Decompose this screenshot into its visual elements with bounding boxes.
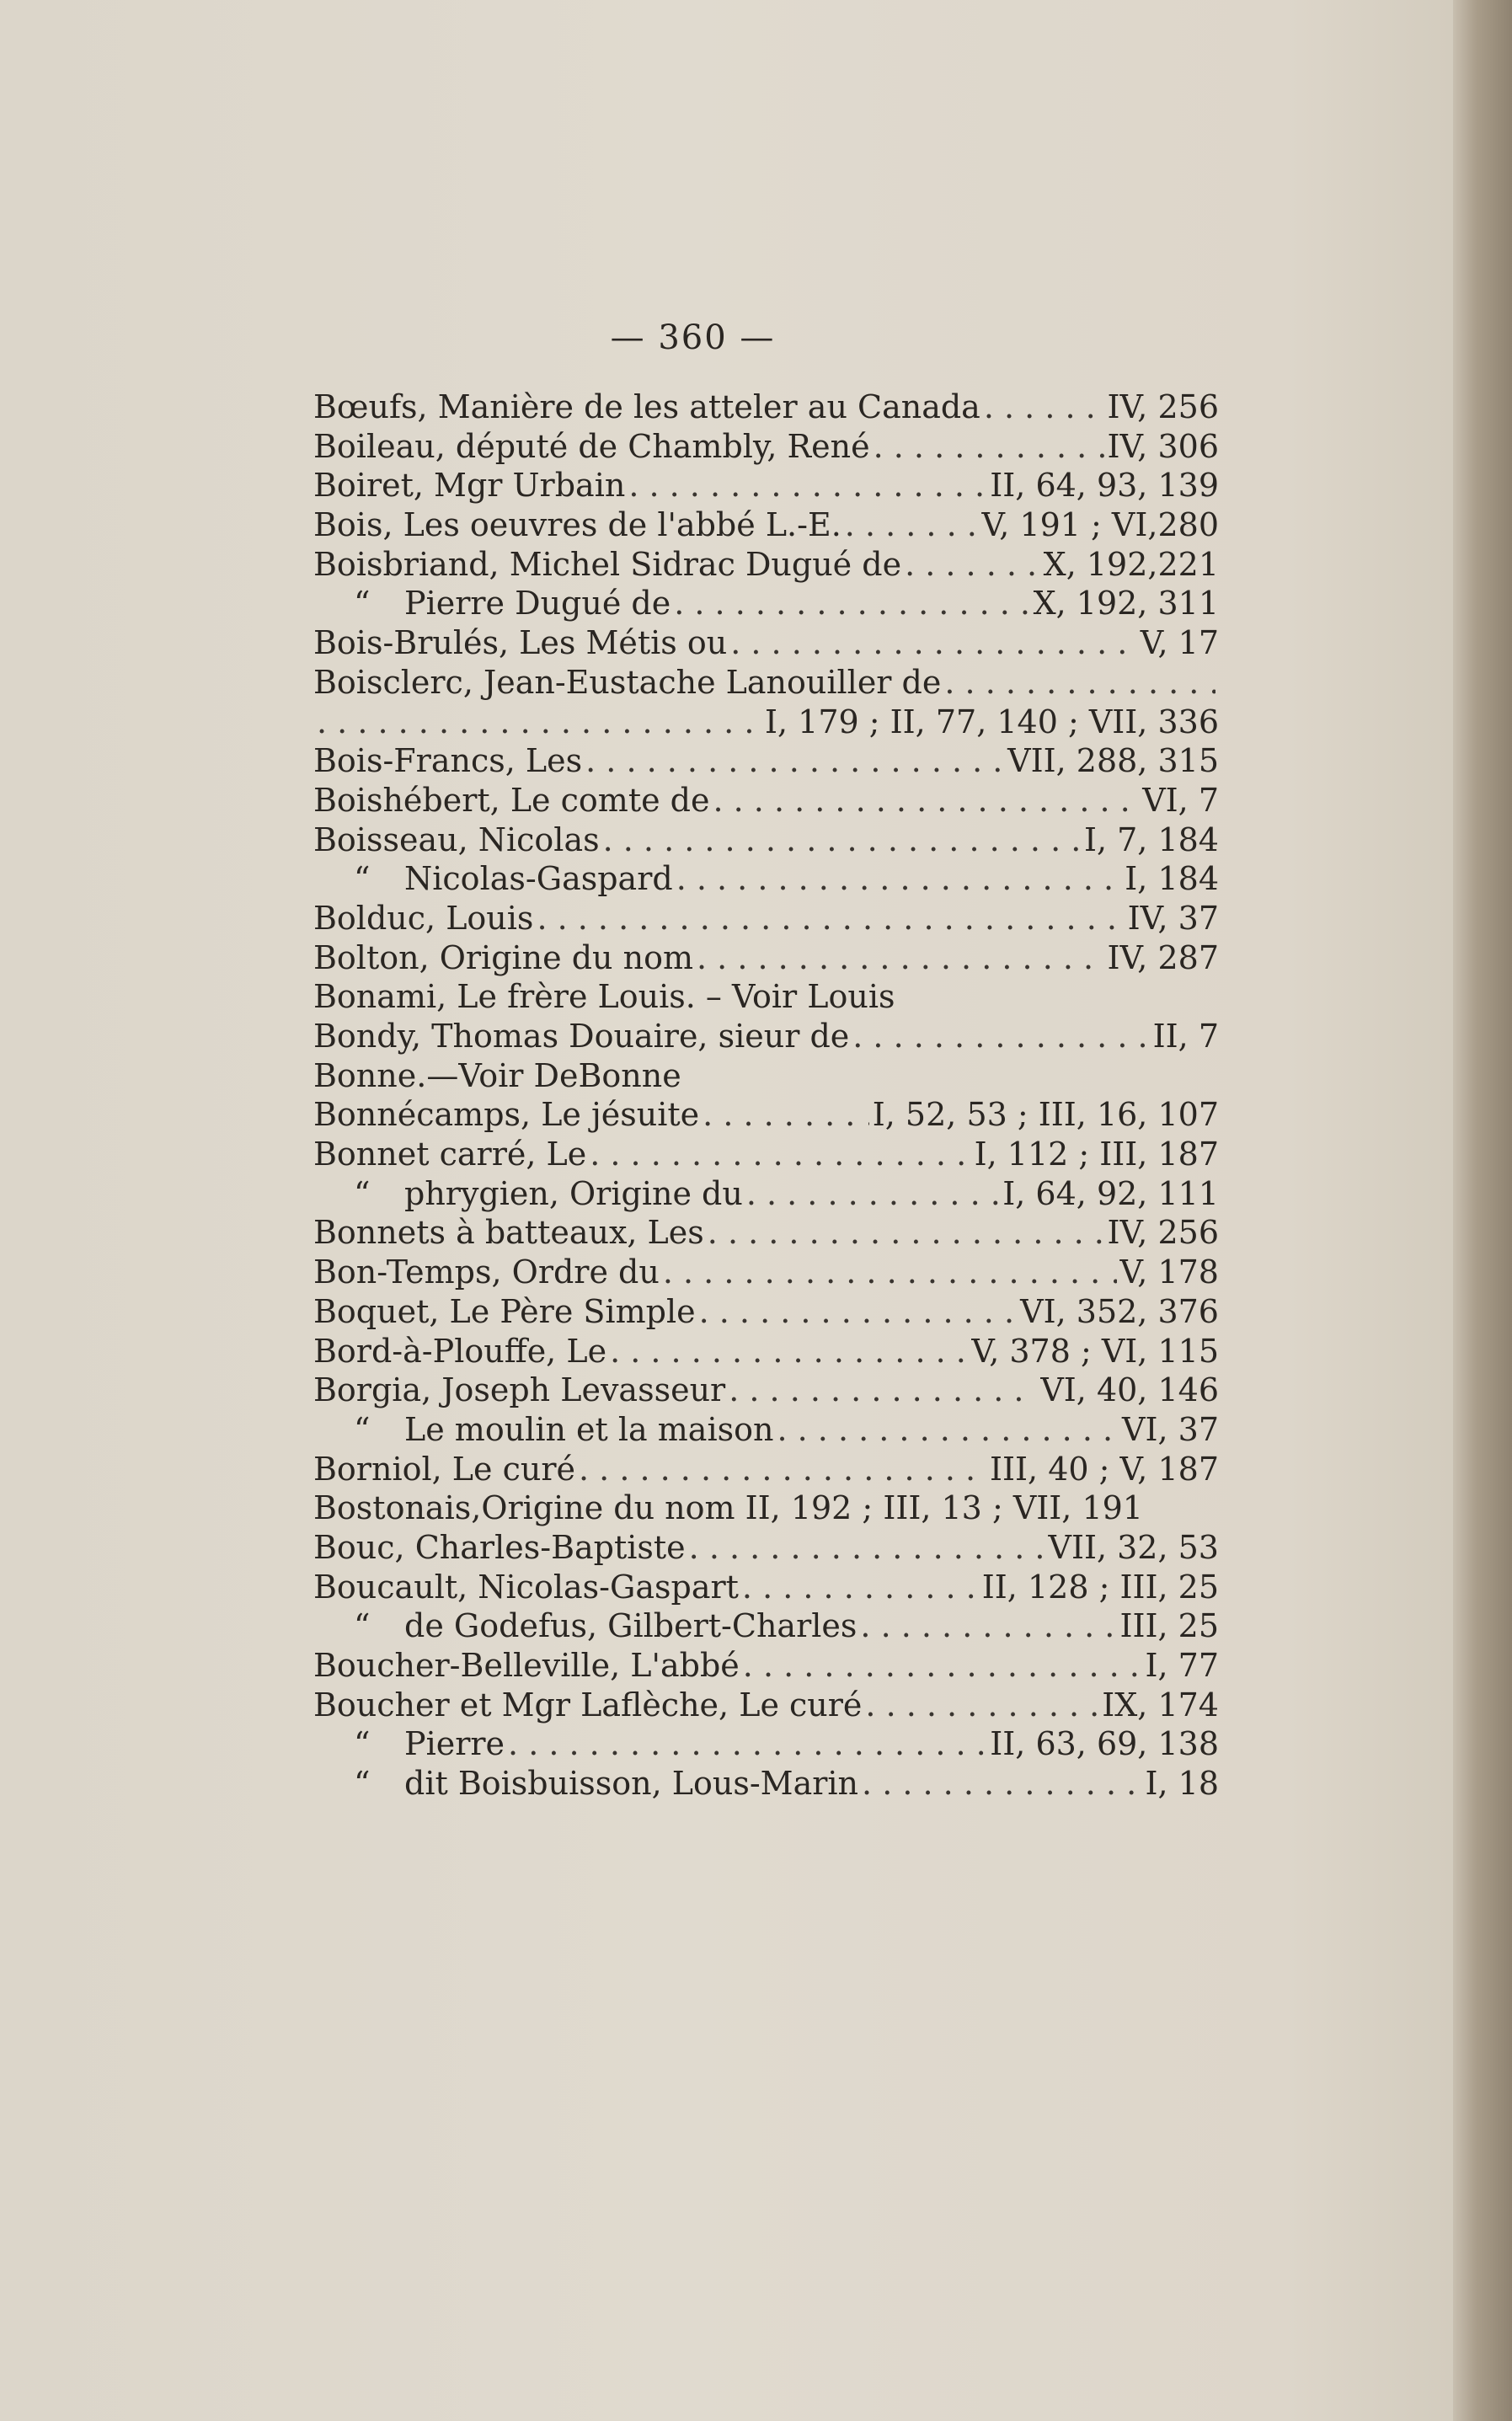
index-entry-term-text: Bœufs, Manière de les atteler au Canada [313,388,980,425]
index-entry-term [313,1450,575,1488]
index-entry-term [313,899,533,938]
dot-leader [676,859,1122,898]
index-entry-refs: III, 40 ; V, 187 [990,1450,1219,1488]
index-entry-refs: VI, 40, 146 [1040,1371,1219,1409]
index-entry-refs: I, 18 [1145,1765,1219,1803]
index-entry [313,1292,1219,1332]
index-entry-term-text: Boileau, député de Chambly, René [313,427,870,465]
index-entry-term-text: Bois-Francs, Les [313,742,583,780]
index-entry-term-text: Bonami, Le frère Louis. – Voir Louis [313,978,895,1016]
index-entry-refs: V, 191 ; VI,280 [981,506,1219,544]
index-entry-term [313,1764,858,1803]
index-entry-refs: II, 7 [1152,1018,1219,1055]
dot-leader [697,938,1104,977]
index-entry-term [313,584,671,623]
index-entry-refs: VII, 32, 53 [1048,1528,1219,1566]
index-entry-term-text: Bonnets à batteaux, Les [313,1214,704,1252]
index-entry [313,781,1219,820]
index-entry [313,1213,1219,1253]
index-entry [313,741,1219,781]
index-entry-term [313,466,625,505]
index-entry [313,820,1219,860]
index-entry [313,1332,1219,1371]
dot-leader [729,1371,1037,1409]
index-entry-term-text: dit Boisbuisson, Lous-Marin [404,1765,859,1803]
index-entry-refs: II, 128 ; III, 25 [981,1568,1219,1606]
ditto-mark: “ [354,1725,371,1763]
index-entry-term-text: Boisseau, Nicolas [313,820,600,858]
index-entry-term [313,1253,660,1291]
index-entry-term-text: Boucher-Belleville, L'abbé [313,1647,740,1684]
dot-leader [862,1764,1141,1803]
dot-leader [610,1332,968,1371]
dot-leader [852,1017,1149,1056]
index-entry-term-text: Pierre [404,1725,505,1763]
index-entry [313,1253,1219,1292]
index-entry [313,505,1219,545]
dot-leader [746,1174,999,1213]
index-entry-refs: III, 25 [1119,1607,1219,1645]
index-entry [313,1606,1219,1646]
index-entry-term [313,1095,699,1134]
index-entry [313,663,1219,703]
index-entry-term [313,1371,725,1409]
index-entry-term [313,1568,739,1606]
index-entry-term-text: Bostonais,Origine du nom II, 192 ; III, 13 ; VII, 191 [313,1489,1143,1527]
index-entry-term-text: Boisbriand, Michel Sidrac Dugué de [313,545,902,583]
index-entry [313,1764,1219,1804]
index-entry-term-text: Bolduc, Louis [313,899,534,937]
index-entry-term-text: Bonne.—Voir DeBonne [313,1056,681,1094]
ditto-mark: “ [354,1607,371,1645]
index-entry-refs: IV, 37 [1127,899,1219,937]
index-entry-refs: VI, 37 [1122,1410,1219,1448]
ditto-mark: “ [354,585,371,623]
index-entry-term-text: Borniol, Le curé [313,1450,575,1488]
index-entry-term [313,1606,857,1645]
index-entry [313,466,1219,505]
index-entry-refs: I, 184 [1125,860,1219,898]
index-entry [313,584,1219,623]
index-entry-refs: V, 17 [1140,624,1219,662]
index-entry-refs: X, 192, 311 [1033,585,1219,623]
index-entry-refs: I, 64, 92, 111 [1002,1174,1219,1212]
index-entry-term [313,938,693,977]
index-entry-refs: V, 378 ; VI, 115 [971,1332,1219,1370]
index-entry-term-text: de Godefus, Gilbert-Charles [404,1607,858,1645]
index-entry-term [313,1528,686,1567]
dot-leader [777,1410,1119,1449]
index-entry-term [313,427,870,466]
index-entry [313,1488,1219,1528]
index-entry-term-text: Bonnet carré, Le [313,1136,587,1173]
index-entry-refs: IV, 287 [1107,938,1219,976]
dot-leader [845,505,979,544]
index-entry-term-text: Nicolas-Gaspard [404,860,673,898]
index-entry-term [313,1646,740,1685]
index-entry-refs: IV, 306 [1107,427,1219,465]
dot-leader [730,623,1136,662]
index-entry-refs: IV, 256 [1107,388,1219,425]
index-entry [313,545,1219,585]
index-entry-term [313,781,709,820]
index-entry [313,427,1219,467]
index-entry-term [313,545,901,584]
index-entry [313,1686,1219,1725]
index-list [313,387,1219,1804]
index-entry-term-text: Bondy, Thomas Douaire, sieur de [313,1018,850,1055]
index-entry-term-text: Borgia, Joseph Levasseur [313,1371,726,1409]
index-entry [313,977,1219,1017]
index-entry-refs: IV, 256 [1107,1214,1219,1252]
dot-leader [713,781,1139,820]
index-entry-term-text: Bois-Brulés, Les Métis ou [313,624,728,662]
index-entry-refs: I, 77 [1145,1647,1219,1684]
dot-leader [944,663,1215,702]
dot-leader [537,899,1124,938]
index-entry [313,938,1219,978]
index-entry-term-text: Boiret, Mgr Urbain [313,467,626,505]
index-entry [313,899,1219,938]
dot-leader [603,820,1081,859]
dot-leader [742,1568,979,1606]
dot-leader [674,584,1029,623]
index-entry-term-text: Bolton, Origine du nom [313,938,693,976]
index-entry-term-text: Boisclerc, Jean-Eustache Lanouiller de [313,663,942,701]
ditto-mark: “ [354,1174,371,1212]
index-entry-term [313,1056,681,1095]
index-entry-term-text: Pierre Dugué de [404,585,671,623]
page-gutter-shadow [1453,0,1512,2421]
dot-leader [590,1135,970,1173]
index-entry-term-text: Bonnécamps, Le jésuite [313,1096,700,1134]
index-entry-term [313,1724,505,1763]
index-entry-term-text: Bon-Temps, Ordre du [313,1253,660,1291]
index-entry-refs: I, 7, 184 [1083,820,1219,858]
index-entry-refs: II, 64, 93, 139 [990,467,1219,505]
dot-leader [984,387,1104,426]
index-entry [313,623,1219,663]
dot-leader [317,703,761,741]
index-entry [313,387,1219,427]
index-entry-refs: VI, 7 [1142,781,1219,819]
index-entry [313,1450,1219,1489]
ditto-mark: “ [354,1765,371,1803]
index-entry-term [313,1135,586,1173]
index-entry-term-text: Bord-à-Plouffe, Le [313,1332,607,1370]
index-entry-term-text: Boucher et Mgr Laflèche, Le curé [313,1686,863,1724]
dot-leader [865,1686,1098,1724]
page-number-text: — 360 — [610,318,776,357]
index-entry-term [313,859,673,898]
index-entry-refs: IX, 174 [1102,1686,1219,1724]
dot-leader [703,1095,869,1134]
page-number [0,318,1512,357]
index-entry [313,1135,1219,1174]
index-entry-term [313,977,895,1016]
index-entry [313,1528,1219,1568]
dot-leader [860,1606,1116,1645]
dot-leader [628,466,986,505]
index-entry [313,1410,1219,1450]
index-entry [313,1568,1219,1607]
index-entry-refs: II, 63, 69, 138 [990,1725,1219,1763]
index-entry-term [313,663,941,702]
ditto-mark: “ [354,1410,371,1448]
dot-leader [708,1213,1104,1252]
index-entry-term-text: Bois, Les oeuvres de l'abbé L.-E. [313,506,841,544]
index-entry [313,1174,1219,1214]
index-entry-term [313,1017,849,1056]
index-entry-term [313,387,980,426]
index-entry-term [313,741,582,780]
index-entry-term-text: phrygien, Origine du [404,1174,743,1212]
index-entry-refs: V, 178 [1119,1253,1219,1291]
index-entry-term [313,820,600,859]
dot-leader [874,427,1104,466]
index-entry-term [313,1410,773,1449]
dot-leader [585,741,1004,780]
index-entry-refs: VI, 352, 376 [1020,1292,1219,1330]
index-entry-refs: I, 52, 53 ; III, 16, 107 [872,1096,1219,1134]
index-entry-term-text: Le moulin et la maison [404,1410,774,1448]
index-entry-term [313,1332,606,1371]
dot-leader [663,1253,1117,1291]
index-entry-term [313,505,841,544]
index-entry-refs: I, 179 ; II, 77, 140 ; VII, 336 [765,703,1219,740]
index-entry [313,859,1219,899]
index-entry-refs: X, 192,221 [1043,545,1219,583]
index-entry [313,1724,1219,1764]
index-entry-refs: VII, 288, 315 [1007,742,1219,780]
index-entry-term-text: Bouc, Charles-Baptiste [313,1528,686,1566]
index-entry-term [313,1213,704,1252]
index-entry-term [313,1174,743,1213]
dot-leader [699,1292,1018,1331]
index-entry-term [313,1292,696,1331]
index-entry [313,1371,1219,1410]
index-entry [313,1056,1219,1096]
dot-leader [905,545,1040,584]
dot-leader [689,1528,1045,1567]
index-entry-term [313,623,727,662]
index-entry [313,1017,1219,1056]
index-entry [313,1646,1219,1686]
index-entry [313,1095,1219,1135]
dot-leader [743,1646,1142,1685]
index-entry-term-text: Boucault, Nicolas-Gaspart [313,1568,739,1606]
ditto-mark: “ [354,860,371,898]
index-entry-term [313,1686,862,1724]
dot-leader [508,1724,986,1763]
index-entry-term-text: Boquet, Le Père Simple [313,1292,696,1330]
index-entry-refs: I, 112 ; III, 187 [974,1136,1219,1173]
dot-leader [579,1450,986,1488]
index-entry [313,703,1219,742]
index-entry-term [313,1488,1143,1527]
index-entry-term-text: Boishébert, Le comte de [313,781,710,819]
